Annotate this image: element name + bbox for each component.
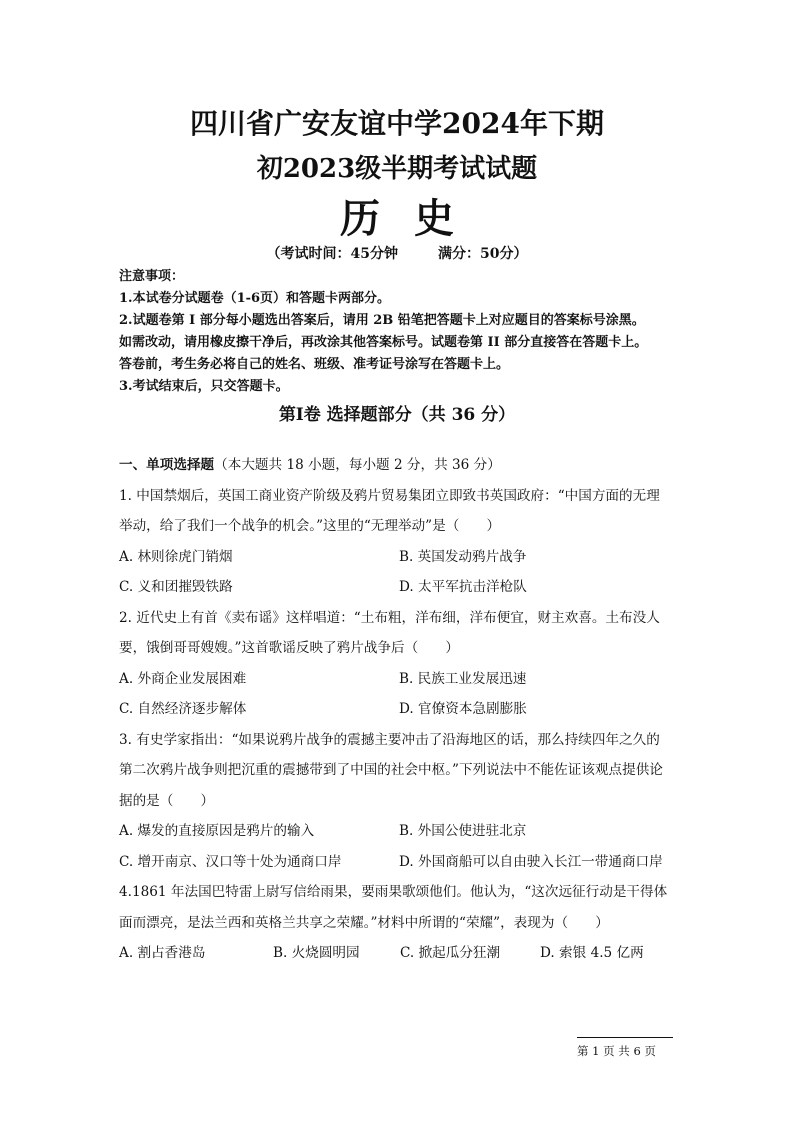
exam-title: 初2023级半期考试试题: [256, 154, 538, 184]
question-2-option-c: C. 自然经济逐步解体: [119, 701, 247, 717]
notes-item: 2.试题卷第 I 部分每小题选出答案后，请用 2B 铅笔把答题卡上对应题目的答案标号涂黑。: [119, 313, 645, 328]
question-4-option-b: B. 火烧圆明园: [273, 945, 360, 961]
question-4-option-d: D. 索银 4.5 亿两: [540, 945, 644, 961]
part-heading: 一、单项选择题: [119, 457, 215, 473]
question-2-line: 要，饿倒哥哥嫂嫂。”这首歌谣反映了鸦片战争后（ ）: [119, 640, 459, 656]
question-1-line: 举动，给了我们一个战争的机会。”这里的“无理举动”是（ ）: [119, 518, 501, 534]
part-description: （本大题共 18 小题，每小题 2 分，共 36 分）: [214, 457, 501, 473]
question-2-option-a: A. 外商企业发展困难: [119, 670, 247, 687]
question-3-option-c: C. 增开南京、汉口等十处为通商口岸: [119, 853, 342, 870]
question-2-options-row: [119, 664, 679, 695]
notes-block: [119, 266, 689, 398]
question-1-option-d: D. 太平军抗击洋枪队: [399, 579, 527, 595]
question-1-option-c: C. 义和团摧毁铁路: [119, 579, 233, 595]
question-3-options-row: [119, 816, 679, 847]
question-4-option-a: A. 割占香港岛: [119, 945, 206, 961]
question-3-line: 第二次鸦片战争则把沉重的震撼带到了中国的社会中枢。”下列说法中不能佐证该观点提供论: [119, 762, 663, 778]
question-2-option-b: B. 民族工业发展迅速: [399, 670, 527, 687]
question-4-option-c: C. 掀起瓜分狂潮: [400, 945, 501, 961]
notes-heading: 注意事项：: [119, 269, 185, 284]
question-4-line: 4.1861 年法国巴特雷上尉写信给雨果，要雨果歌颂他们。他认为，“这次远征行动是干得体: [119, 884, 668, 900]
question-1-line: 1. 中国禁烟后，英国工商业资产阶级及鸦片贸易集团立即致书英国政府：“中国方面的无理: [119, 487, 660, 504]
question-2-options-row: [119, 694, 679, 725]
question-1-options-row: [119, 572, 679, 603]
exam-time: （考试时间：45分钟: [266, 246, 398, 262]
part-heading-line: [119, 450, 679, 481]
question-3-line: 3. 有史学家指出：“如果说鸦片战争的震撼主要冲击了沿海地区的话，那么持续四年之久的: [119, 731, 660, 748]
notes-item: 如需改动，请用橡皮擦干净后，再改涂其他答案标号。试题卷第 II 部分直接答在答题卡上。: [119, 335, 648, 350]
notes-item: 3.考试结束后，只交答题卡。: [119, 379, 289, 394]
notes-item: 答卷前，考生务必将自己的姓名、班级、准考证号涂写在答题卡上。: [119, 357, 510, 372]
questions-content: [119, 450, 679, 969]
page-number: 第 1 页 共 6 页: [577, 1044, 656, 1058]
question-3-options-row: [119, 847, 679, 878]
question-4-line: 面而漂亮，是法兰西和英格兰共享之荣耀。”材料中所谓的“荣耀”，表现为（ ）: [119, 914, 609, 931]
question-1-options-row: [119, 542, 679, 573]
question-2-line: 2. 近代史上有首《卖布谣》这样唱道：“土布粗，洋布细，洋布便宜，财主欢喜。土布没人: [119, 609, 660, 626]
question-3-option-d: D. 外国商船可以自由驶入长江一带通商口岸: [399, 853, 663, 870]
full-score: 满分：50分）: [438, 246, 528, 262]
question-1-option-a: A. 林则徐虎门销烟: [119, 548, 233, 565]
school-title: 四川省广安友谊中学2024年下期: [190, 107, 604, 140]
question-3-option-a: A. 爆发的直接原因是鸦片的输入: [119, 823, 315, 839]
question-3-line: 据的是（ ）: [119, 792, 215, 809]
notes-item: 1.本试卷分试题卷（1-6页）和答题卡两部分。: [119, 291, 391, 306]
question-1-option-b: B. 英国发动鸦片战争: [399, 548, 527, 565]
question-2-option-d: D. 官僚资本急剧膨胀: [399, 701, 527, 717]
footer-rule: [577, 1037, 673, 1038]
subject-title: 历史: [340, 195, 488, 242]
section-title: 第Ⅰ卷 选择题部分（共 36 分）: [278, 405, 516, 425]
question-3-option-b: B. 外国公使进驻北京: [399, 823, 527, 839]
exam-info: [0, 243, 794, 263]
question-4-options-row: [119, 938, 679, 969]
